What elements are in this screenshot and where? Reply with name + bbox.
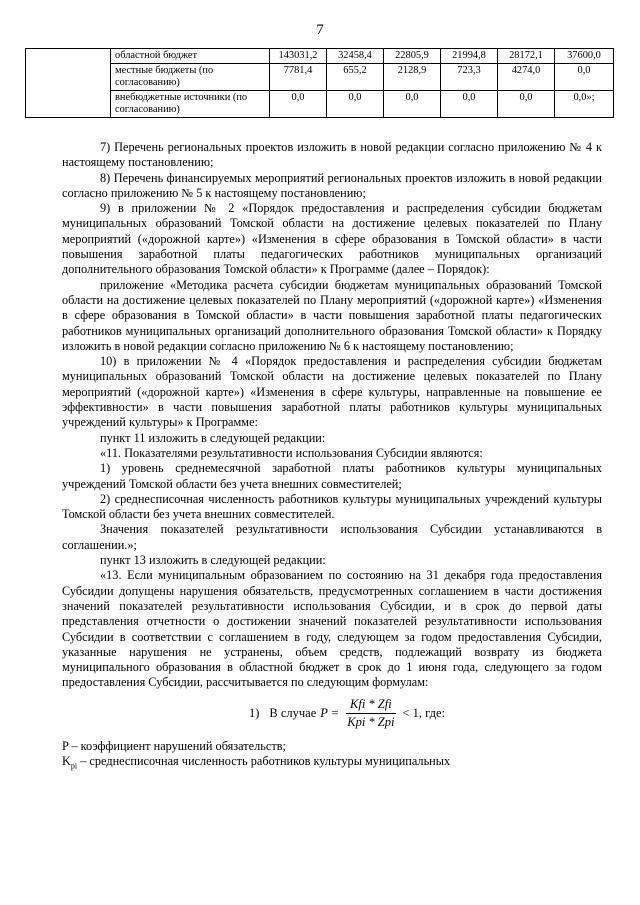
table-cell: 2128,9 — [384, 64, 441, 91]
paragraph-7: 7) Перечень региональных проектов изложить в новой редакции согласно приложению № 4 к настоящему постановлению; — [62, 140, 602, 170]
paragraph-13: «13. Если муниципальным образованием по состоянию на 31 декабря года предоставления Субсидии допущены нарушения обязательств, предусмотренных соглашением в части достижения значений показателей результативности использования Субсидии, и в срок до первой даты представления отчетности о достижении значений показателей результативности использования Субсидии в соответствии с соглашением в году, следующем за годом предоставления Субсидии, указанные нарушения не устранены, объем средств, подлежащий возврату из бюджета муниципального образования в областной бюджет в срок до 1 июня года, следующего за годом предоставления Субсидии, рассчитывается по следующим формулам: — [62, 568, 602, 690]
paragraph-9-appendix: приложение «Методика расчета субсидии бюджетам муниципальных образований Томской области на достижение целевых показателей по Плану мероприятий («дорожной карте») «Изменения в сфере образования в Томской области» в части повышения заработной платы педагогических работников муниципальных организаций дополнительного образования Томской области» к Порядку изложить в новой редакции согласно приложению № 6 к настоящему постановлению; — [62, 277, 602, 353]
formula-lhs: P = — [320, 706, 340, 721]
document-body — [62, 140, 602, 774]
formula-denominator: Kpi * Zpi — [347, 715, 395, 730]
page-number: 7 — [316, 22, 324, 38]
formula-fraction — [343, 697, 398, 731]
table-cell: 32458,4 — [327, 49, 384, 64]
definition-kpi — [62, 754, 602, 774]
table-cell: 0,0 — [384, 91, 441, 118]
paragraph-11-item-1: 1) уровень среднемесячной заработной платы работников культуры муниципальных учреждений Томской области без учета внешних совместителей; — [62, 461, 602, 491]
paragraph-10: 10) в приложении № 4 «Порядок предоставления и распределения субсидии бюджетам муниципальных образований Томской области на достижение целевых показателей по Плану мероприятий («дорожной карте») «Изменения в сфере культуры, направленные на повышение ее эффективности» в части повышения заработной платы работников культуры муниципальных учреждений культуры» к Программе: — [62, 354, 602, 430]
formula-numerator: Kfi * Zfi — [346, 697, 396, 714]
budget-table — [25, 48, 614, 118]
kpi-symbol: K — [62, 753, 71, 768]
table-cell: 0,0 — [327, 91, 384, 118]
kpi-text: – среднесписочная численность работников культуры муниципальных — [77, 753, 451, 768]
table-cell: 143031,2 — [270, 49, 327, 64]
table-cell: 4274,0 — [498, 64, 555, 91]
table-cell: 37600,0 — [555, 49, 614, 64]
formula-prefix: В случае — [269, 706, 317, 721]
table-cell: 21994,8 — [441, 49, 498, 64]
paragraph-11-values: Значения показателей результативности использования Субсидии устанавливаются в соглашении.»; — [62, 522, 602, 552]
table-row — [26, 49, 614, 64]
table-cell: 22805,9 — [384, 49, 441, 64]
table-row — [26, 64, 614, 91]
paragraph-9: 9) в приложении № 2 «Порядок предоставления и распределения субсидии бюджетам муниципальных образований Томской области на достижение целевых показателей по Плану мероприятий («дорожной карте») «Изменения в сфере образования в Томской области» в части повышения заработной платы педагогических работников муниципальных организаций дополнительного образования Томской области» к Программе (далее – Порядок): — [62, 201, 602, 277]
row-label: местные бюджеты (по согласованию) — [111, 64, 270, 91]
paragraph-11-item-2: 2) среднесписочная численность работников культуры муниципальных учреждений культуры Томской области без учета внешних совместителей. — [62, 491, 602, 522]
table-cell: 723,3 — [441, 64, 498, 91]
paragraph-8: 8) Перечень финансируемых мероприятий региональных проектов изложить в новой редакции согласно приложению № 5 к настоящему постановлению; — [62, 170, 602, 200]
formula-suffix: < 1, где: — [402, 706, 446, 721]
paragraph-11: «11. Показателями результативности использования Субсидии являются: — [100, 445, 483, 460]
definition-p: P – коэффициент нарушений обязательств; — [62, 738, 286, 753]
kpi-subscript: pi — [70, 761, 78, 771]
table-cell: 7781,4 — [270, 64, 327, 91]
table-cell: 28172,1 — [498, 49, 555, 64]
table-row — [26, 91, 614, 118]
paragraph-13-heading: пункт 13 изложить в следующей редакции: — [100, 553, 326, 568]
formula-number: 1) — [248, 706, 260, 721]
table-cell: 655,2 — [327, 64, 384, 91]
row-label: областной бюджет — [111, 49, 270, 64]
table-cell: 0,0»; — [555, 91, 614, 118]
paragraph-11-heading: пункт 11 изложить в следующей редакции: — [100, 430, 326, 445]
table-cell: 0,0 — [498, 91, 555, 118]
table-cell: 0,0 — [270, 91, 327, 118]
formula — [92, 692, 602, 736]
table-empty-cell — [26, 49, 111, 118]
table-cell: 0,0 — [555, 64, 614, 91]
row-label: внебюджетные источники (по согласованию) — [111, 91, 270, 118]
table-cell: 0,0 — [441, 91, 498, 118]
